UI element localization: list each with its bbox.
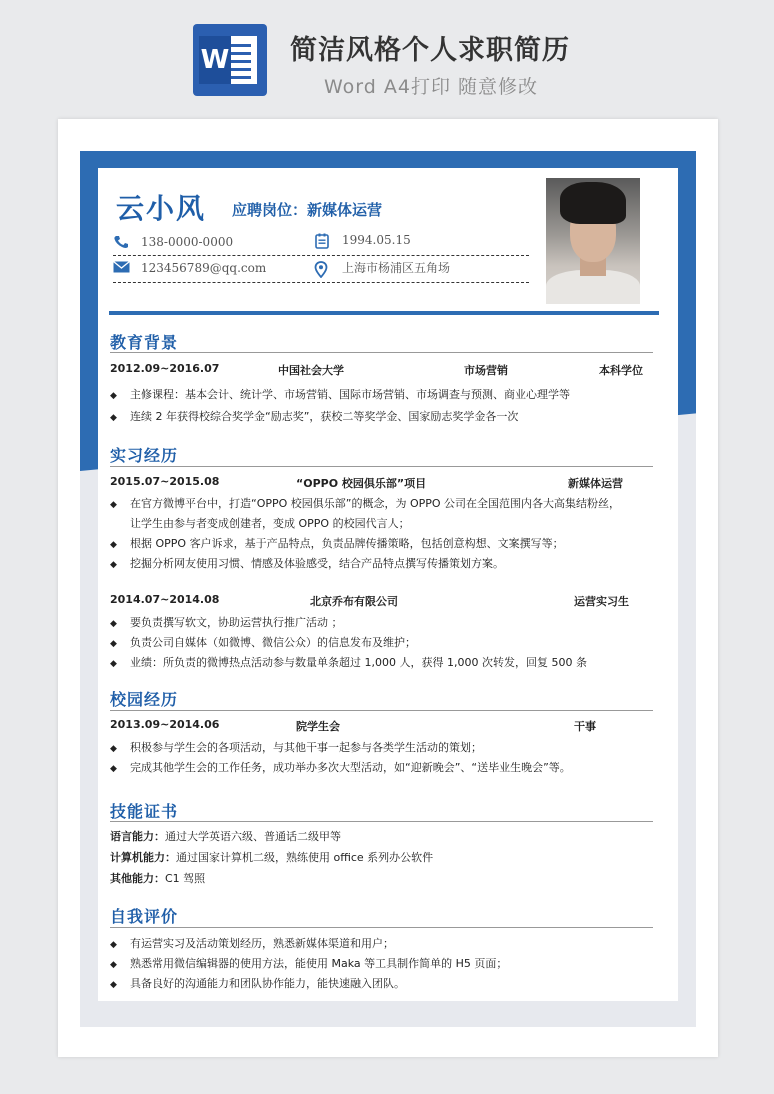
internship-org: 北京乔布有限公司 <box>310 595 398 608</box>
list-item: ◆ 业绩：所负责的微博热点活动参与数量单条超过 1,000 人，获得 1,000 次转发，回复 500 条 <box>110 656 587 669</box>
section-title-education: 教育背景 <box>110 333 179 352</box>
list-item: ◆ 积极参与学生会的各项活动，与其他干事一起参与各类学生活动的策划； <box>110 741 482 754</box>
phone-icon <box>113 235 129 249</box>
address-info: 上海市杨浦区五角场 <box>314 259 450 276</box>
resume-sheet <box>98 168 678 1001</box>
job-target: 应聘岗位：新媒体运营 <box>232 201 383 219</box>
list-item: ◆ 熟悉常用微信编辑器的使用方法，能使用 Maka 等工具制作简单的 H5 页面； <box>110 957 508 970</box>
word-icon: W <box>193 24 267 96</box>
education-school: 中国社会大学 <box>278 364 344 377</box>
list-item: ◆ 根据 OPPO 客户诉求，基于产品特点，负责品牌传播策略，包括创意构想、文案撰写等； <box>110 537 564 550</box>
section-title-campus: 校园经历 <box>110 690 179 709</box>
list-item: ◆ 主修课程：基本会计、统计学、市场营销、国际市场营销、市场调查与预测、商业心理学等 <box>110 388 570 401</box>
skill-computer: 计算机能力：通过国家计算机二级，熟练使用 office 系列办公软件 <box>110 851 434 864</box>
section-title-internship: 实习经历 <box>110 446 179 465</box>
candidate-name: 云小风 <box>116 192 207 225</box>
skill-other: 其他能力：C1 驾照 <box>110 872 206 885</box>
banner-subtitle: Word A4打印 随意修改 <box>324 76 539 98</box>
education-degree: 本科学位 <box>599 364 643 377</box>
list-item: 让学生由参与者变成创建者，变成 OPPO 的校园代言人； <box>130 517 410 530</box>
location-icon <box>314 261 330 275</box>
education-major: 市场营销 <box>464 364 508 377</box>
email-icon <box>113 261 129 275</box>
birthday-info: 1994.05.15 <box>314 233 411 247</box>
list-item: ◆ 挖掘分析网友使用习惯、情感及体验感受，结合产品特点撰写传播策划方案。 <box>110 557 504 570</box>
internship-date: 2015.07~2015.08 <box>110 475 220 488</box>
campus-role: 干事 <box>574 720 596 733</box>
internship-role: 运营实习生 <box>574 595 629 608</box>
skill-language: 语言能力：通过大学英语六级、普通话二级甲等 <box>110 830 341 843</box>
list-item: ◆ 完成其他学生会的工作任务，成功举办多次大型活动，如“迎新晚会”、“送毕业生晚会”等。 <box>110 761 571 774</box>
list-item: ◆ 有运营实习及活动策划经历，熟悉新媒体渠道和用户； <box>110 937 394 950</box>
internship-date: 2014.07~2014.08 <box>110 593 220 606</box>
banner-title: 简洁风格个人求职简历 <box>290 35 570 66</box>
list-item: ◆ 要负责撰写软文，协助运营执行推广活动 ； <box>110 616 343 629</box>
resume-frame <box>80 151 696 1027</box>
phone-info: 138-0000-0000 <box>113 235 233 249</box>
campus-date: 2013.09~2014.06 <box>110 718 220 731</box>
education-row: 2012.09~2016.07 <box>110 362 220 375</box>
internship-org: “OPPO 校园俱乐部”项目 <box>296 477 427 490</box>
section-title-self: 自我评价 <box>110 907 179 926</box>
campus-org: 院学生会 <box>296 720 340 733</box>
list-item: ◆ 在官方微博平台中，打造“OPPO 校园俱乐部”的概念，为 OPPO 公司在全国范围内各大高集结粉丝， <box>110 497 621 510</box>
list-item: ◆ 负责公司自媒体（如微博、微信公众）的信息发布及维护； <box>110 636 416 649</box>
email-info: 123456789@qq.com <box>113 261 266 275</box>
profile-photo <box>546 178 640 304</box>
list-item: ◆ 连续 2 年获得校综合奖学金“励志奖”，获校二等奖学金、国家励志奖学金各一次 <box>110 410 519 423</box>
calendar-icon <box>314 233 330 247</box>
section-title-skills: 技能证书 <box>110 802 179 821</box>
list-item: ◆ 具备良好的沟通能力和团队协作能力，能快速融入团队。 <box>110 977 405 990</box>
internship-role: 新媒体运营 <box>568 477 623 490</box>
banner <box>0 0 774 118</box>
resume-paper <box>58 119 718 1057</box>
